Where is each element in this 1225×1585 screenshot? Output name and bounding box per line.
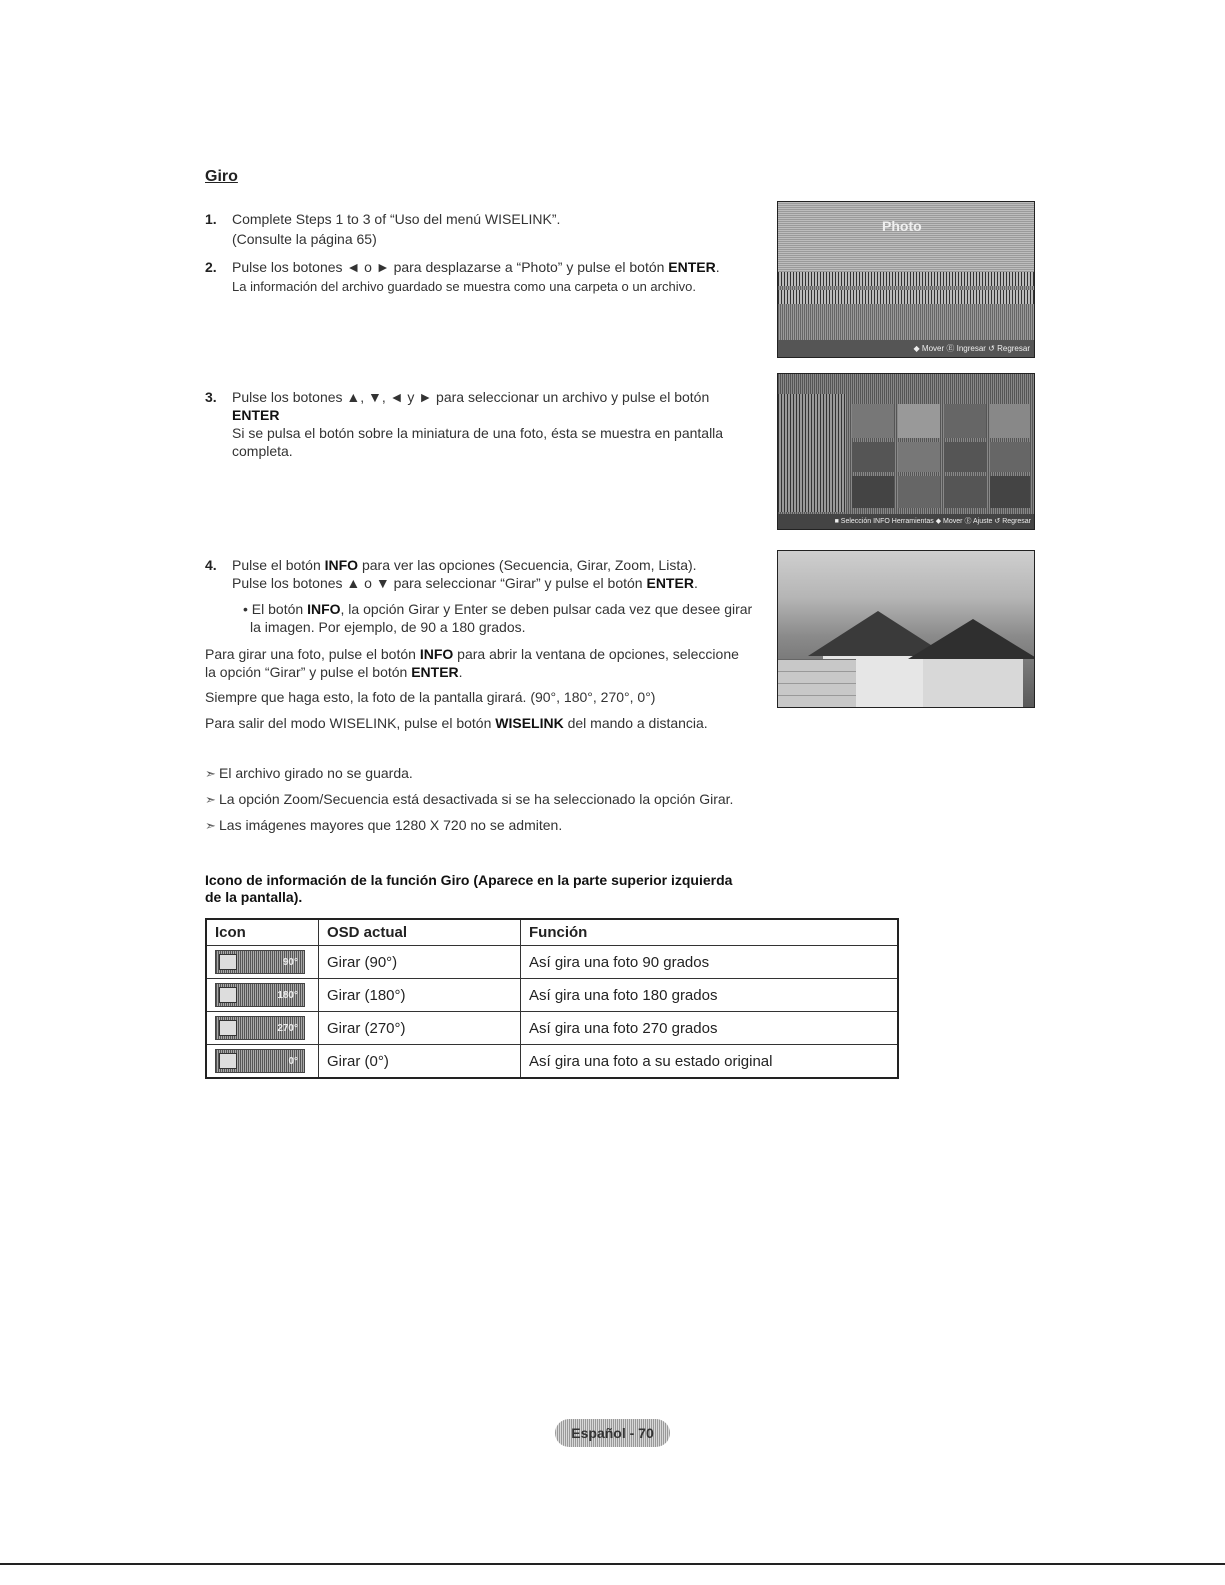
header-function: Función xyxy=(521,919,899,946)
note-arrow-icon: ➣ xyxy=(205,766,216,781)
options-menu-overlay xyxy=(778,659,856,708)
rotation-icon-table xyxy=(205,918,899,1079)
header-osd: OSD actual xyxy=(319,919,521,946)
rotate-270-icon: 270° xyxy=(215,1016,305,1040)
thumbnail xyxy=(898,404,940,438)
thumbnail xyxy=(944,476,986,508)
section-heading: Icono de información de la función Giro (Aparece en la parte superior izquierda de la pantalla). xyxy=(205,872,733,905)
rotate-cycle-paragraph: Siempre que haga esto, la foto de la pantalla girará. (90°, 180°, 270°, 0°) xyxy=(205,689,656,705)
house-wall xyxy=(923,659,1023,707)
header-icon: Icon xyxy=(206,919,319,946)
exit-paragraph: Para salir del modo WISELINK, pulse el botón WISELINK del mando a distancia. xyxy=(205,715,708,731)
function-cell: Así gira una foto a su estado original xyxy=(521,1045,899,1079)
photo-heading: Photo xyxy=(882,218,922,234)
note-arrow-icon: ➣ xyxy=(205,818,216,833)
function-cell: Así gira una foto 180 grados xyxy=(521,979,899,1012)
thumbnail xyxy=(990,476,1030,508)
function-cell: Así gira una foto 90 grados xyxy=(521,946,899,979)
page-number-badge: Español - 70 xyxy=(555,1419,670,1447)
thumbnail xyxy=(852,476,894,508)
osd-cell: Girar (0°) xyxy=(319,1045,521,1079)
osd-cell: Girar (90°) xyxy=(319,946,521,979)
rotate-paragraph: Para girar una foto, pulse el botón INFO para abrir la ventana de opciones, seleccione la opción “Girar” y pulse el botón ENTER. xyxy=(205,646,739,680)
camera-icon xyxy=(219,1020,237,1036)
thumbnail xyxy=(852,404,894,438)
thumbnail xyxy=(990,404,1030,438)
table-row xyxy=(206,1045,898,1079)
rotate-180-icon: 180° xyxy=(215,983,305,1007)
bottom-rule xyxy=(0,1563,1225,1565)
table-row xyxy=(206,946,898,979)
thumbnail xyxy=(990,442,1030,472)
camera-icon xyxy=(219,954,237,970)
screen-nav-bar: ■ Selección INFO Herramientas ◆ Mover Ⓔ Ajuste ↺ Regresar xyxy=(778,514,1034,529)
osd-cell: Girar (180°) xyxy=(319,979,521,1012)
house-roof xyxy=(908,619,1035,659)
table-row xyxy=(206,979,898,1012)
rotate-90-icon: 90° xyxy=(215,950,305,974)
function-cell: Así gira una foto 270 grados xyxy=(521,1012,899,1045)
thumbnail xyxy=(852,442,894,472)
thumbnail xyxy=(944,404,986,438)
camera-icon xyxy=(219,987,237,1003)
thumbnail xyxy=(898,476,940,508)
osd-cell: Girar (270°) xyxy=(319,1012,521,1045)
thumbnail xyxy=(944,442,986,472)
note-arrow-icon: ➣ xyxy=(205,792,216,807)
note-3: ➣ Las imágenes mayores que 1280 X 720 no se admiten. xyxy=(205,817,563,833)
rotate-0-icon: 0° xyxy=(215,1049,305,1073)
thumbnail xyxy=(898,442,940,472)
note-2: ➣ La opción Zoom/Secuencia está desactivada si se ha seleccionado la opción Girar. xyxy=(205,791,734,807)
camera-icon xyxy=(219,1053,237,1069)
note-1: ➣ El archivo girado no se guarda. xyxy=(205,765,413,781)
page-title: Giro xyxy=(205,168,238,185)
thumbnail-screenshot xyxy=(777,373,1035,530)
rotated-photo-screenshot xyxy=(777,550,1035,708)
screen-nav-bar: ◆ Mover Ⓔ Ingresar ↺ Regresar xyxy=(778,340,1034,357)
table-row xyxy=(206,1012,898,1045)
photo-menu-screenshot xyxy=(777,201,1035,358)
table-header-row xyxy=(206,919,898,946)
